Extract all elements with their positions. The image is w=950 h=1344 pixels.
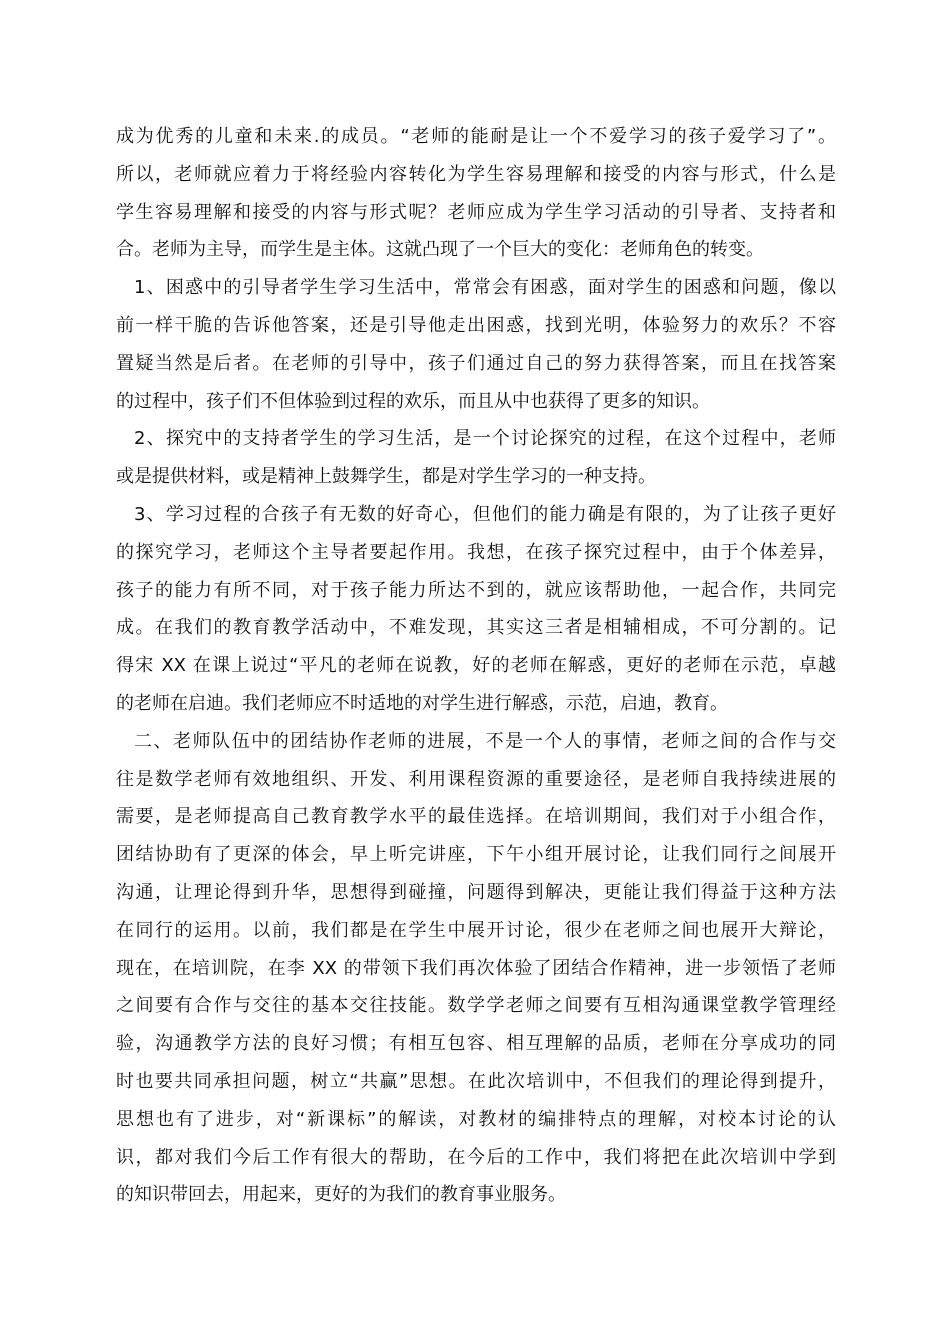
paragraph [116, 496, 836, 723]
text-line: 孩子的能力有所不同，对于孩子能力所达不到的，就应该帮助他，一起合作，共同完 [116, 579, 836, 601]
text-line: 验，沟通教学方法的良好习惯；有相互包容、相互理解的品质，老师在分享成功的同 [116, 1033, 836, 1055]
paragraph [116, 723, 836, 1214]
text-line: 思想也有了进步，对“新课标”的解读，对教材的编排特点的理解，对校本讨论的认 [116, 1108, 836, 1130]
text-line: 现在，在培训院，在李 XX 的带领下我们再次体验了团结合作精神，进一步领悟了老师 [116, 957, 836, 979]
text-line: 前一样干脆的告诉他答案，还是引导他走出困惑，找到光明，体验努力的欢乐？不容 [116, 314, 836, 336]
text-line: 合。老师为主导，而学生是主体。这就凸现了一个巨大的变化：老师角色的转变。 [116, 239, 764, 261]
text-line: 需要，是老师提高自己教育教学水平的最佳选择。在培训期间，我们对于小组合作， [116, 806, 836, 828]
text-line: 二、老师队伍中的团结协作老师的进展，不是一个人的事情，老师之间的合作与交 [134, 730, 836, 752]
text-line: 学生容易理解和接受的内容与形式呢？老师应成为学生学习活动的引导者、支持者和 [116, 201, 836, 223]
text-line: 团结协助有了更深的体会，早上听完讲座，下午小组开展讨论，让我们同行之间展开 [116, 844, 836, 866]
text-line: 1、困惑中的引导者学生学习生活中，常常会有困惑，面对学生的困惑和问题，像以 [134, 277, 836, 299]
paragraph [116, 118, 836, 269]
paragraph [116, 420, 836, 496]
text-line: 的过程中，孩子们不但体验到过程的欢乐，而且从中也获得了更多的知识。 [116, 390, 710, 412]
text-line: 成为优秀的儿童和未来.的成员。“老师的能耐是让一个不爱学习的孩子爱学习了”。 [116, 126, 836, 147]
text-line: 在同行的运用。以前，我们都是在学生中展开讨论，很少在老师之间也展开大辩论， [116, 919, 836, 941]
text-line: 置疑当然是后者。在老师的引导中，孩子们通过自己的努力获得答案，而且在找答案 [116, 352, 836, 374]
text-line: 识，都对我们今后工作有很大的帮助，在今后的工作中，我们将把在此次培训中学到 [116, 1146, 836, 1168]
text-line: 的老师在启迪。我们老师应不时适地的对学生进行解惑，示范，启迪，教育。 [116, 692, 728, 714]
text-line: 的探究学习，老师这个主导者要起作用。我想，在孩子探究过程中，由于个体差异， [116, 541, 836, 563]
text-line: 沟通，让理论得到升华，思想得到碰撞，问题得到解决，更能让我们得益于这种方法 [116, 881, 836, 903]
text-line: 的知识带回去，用起来，更好的为我们的教育事业服务。 [116, 1184, 566, 1206]
text-line: 成。在我们的教育教学活动中，不难发现，其实这三者是相辅相成，不可分割的。记 [116, 617, 836, 639]
text-line: 所以，老师就应着力于将经验内容转化为学生容易理解和接受的内容与形式，什么是 [116, 163, 836, 185]
text-line: 时也要共同承担问题，树立“共赢”思想。在此次培训中，不但我们的理论得到提升， [116, 1070, 836, 1092]
document-body [116, 118, 836, 1214]
text-line: 得宋 XX 在课上说过“平凡的老师在说教，好的老师在解惑，更好的老师在示范，卓越 [116, 655, 836, 677]
text-line: 3、学习过程的合孩子有无数的好奇心，但他们的能力确是有限的，为了让孩子更好 [134, 503, 836, 525]
paragraph [116, 269, 836, 420]
text-line: 或是提供材料，或是精神上鼓舞学生，都是对学生学习的一种支持。 [116, 466, 656, 488]
text-line: 之间要有合作与交往的基本交往技能。数学学老师之间要有互相沟通课堂教学管理经 [116, 995, 836, 1017]
text-line: 往是数学老师有效地组织、开发、利用课程资源的重要途径，是老师自我持续进展的 [116, 768, 836, 790]
text-line: 2、探究中的支持者学生的学习生活，是一个讨论探究的过程，在这个过程中，老师 [134, 428, 836, 450]
